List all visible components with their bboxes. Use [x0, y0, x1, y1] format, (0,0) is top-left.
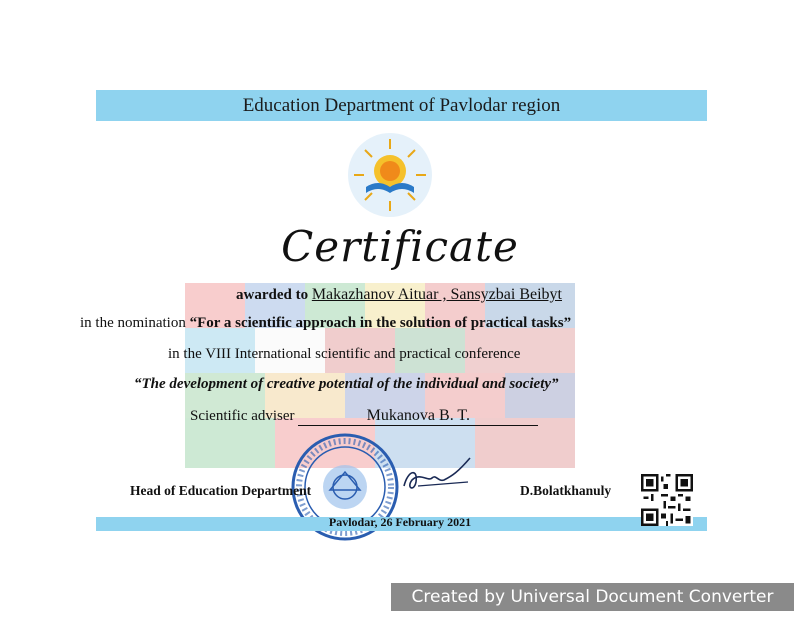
certificate-title: Certificate — [281, 222, 519, 271]
department-title: Education Department of Pavlodar region — [242, 95, 561, 116]
awarded-to-label: awarded to — [236, 287, 309, 303]
nomination-title: “For a scientific approach in the solution of practical tasks” — [189, 315, 572, 331]
nomination-line — [80, 315, 571, 332]
conference-theme — [134, 376, 559, 393]
conference-theme-text: “The development of creative potential of the individual and society” — [134, 376, 559, 392]
adviser-name: Mukanova B. T. — [298, 407, 538, 426]
conference-line — [168, 346, 520, 363]
signature-icon — [398, 452, 478, 500]
head-name: D.Bolatkhanuly — [520, 483, 612, 498]
place-date: Pavlodar, 26 February 2021 — [328, 515, 472, 529]
open-book-sun-emblem-icon — [346, 131, 434, 219]
adviser-label: Scientific adviser — [190, 408, 295, 424]
nomination-label: in the nomination — [80, 315, 186, 331]
adviser-line — [190, 407, 538, 426]
awarded-line — [236, 286, 562, 304]
conference-text: in the VIII International scientific and practical conference — [168, 346, 521, 362]
converter-watermark: Created by Universal Document Converter — [391, 583, 794, 611]
header-band — [96, 90, 707, 121]
qr-code-icon — [641, 474, 693, 526]
head-of-department-label: Head of Education Department — [130, 483, 312, 498]
recipients-names: Makazhanov Aituar , Sansyzbai Beibyt — [311, 286, 562, 303]
